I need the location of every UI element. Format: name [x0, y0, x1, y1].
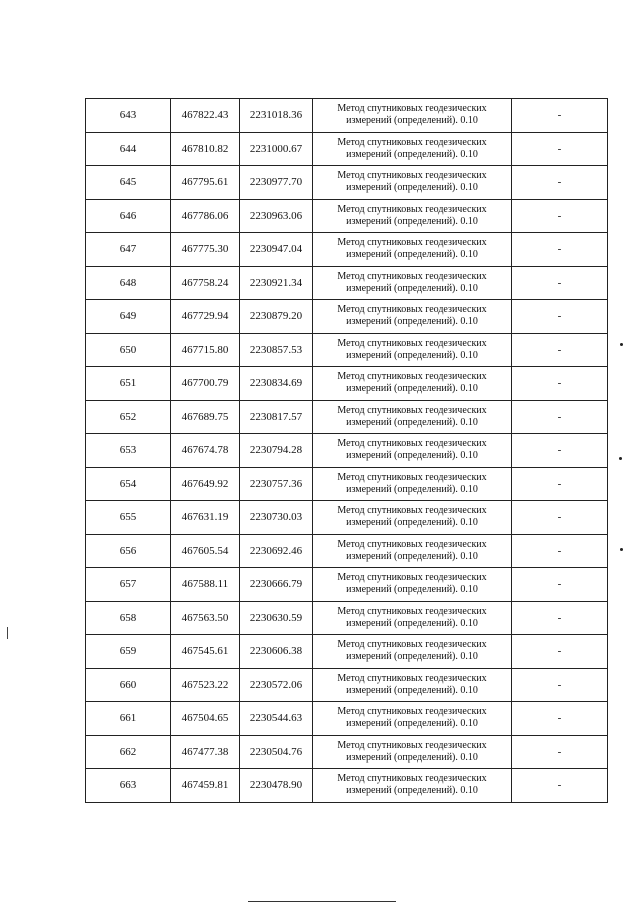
table-row [86, 132, 608, 166]
coordinates-table [85, 98, 608, 803]
point-number-cell: 661 [86, 702, 171, 736]
x-coordinate-cell: 467504.65 [171, 702, 240, 736]
table-row [86, 266, 608, 300]
table-row [86, 501, 608, 535]
description-cell: - [512, 99, 608, 133]
y-coordinate-cell: 2230947.04 [240, 233, 313, 267]
table-row [86, 635, 608, 669]
scan-speck [620, 548, 623, 551]
method-cell [313, 534, 512, 568]
method-line-2: измерений (определений). 0.10 [346, 651, 478, 663]
y-coordinate-cell: 2230630.59 [240, 601, 313, 635]
table-row [86, 300, 608, 334]
method-cell [313, 601, 512, 635]
x-coordinate-cell: 467605.54 [171, 534, 240, 568]
description-cell: - [512, 568, 608, 602]
x-coordinate-cell: 467775.30 [171, 233, 240, 267]
method-cell [313, 99, 512, 133]
method-cell [313, 166, 512, 200]
table-row [86, 233, 608, 267]
y-coordinate-cell: 2230572.06 [240, 668, 313, 702]
description-cell: - [512, 702, 608, 736]
method-line-1: Метод спутниковых геодезических [337, 203, 487, 215]
description-cell: - [512, 333, 608, 367]
point-number-cell: 654 [86, 467, 171, 501]
x-coordinate-cell: 467822.43 [171, 99, 240, 133]
method-line-2: измерений (определений). 0.10 [346, 517, 478, 529]
point-number-cell: 656 [86, 534, 171, 568]
x-coordinate-cell: 467729.94 [171, 300, 240, 334]
y-coordinate-cell: 2230794.28 [240, 434, 313, 468]
method-cell [313, 233, 512, 267]
point-number-cell: 646 [86, 199, 171, 233]
x-coordinate-cell: 467588.11 [171, 568, 240, 602]
table-row [86, 99, 608, 133]
method-line-1: Метод спутниковых геодезических [337, 438, 487, 450]
point-number-cell: 647 [86, 233, 171, 267]
method-line-2: измерений (определений). 0.10 [346, 349, 478, 361]
method-cell [313, 702, 512, 736]
x-coordinate-cell: 467758.24 [171, 266, 240, 300]
method-line-2: измерений (определений). 0.10 [346, 785, 478, 797]
description-cell: - [512, 233, 608, 267]
y-coordinate-cell: 2230504.76 [240, 735, 313, 769]
method-line-2: измерений (определений). 0.10 [346, 148, 478, 160]
table-row [86, 367, 608, 401]
method-line-2: измерений (определений). 0.10 [346, 316, 478, 328]
description-cell: - [512, 367, 608, 401]
table-row [86, 735, 608, 769]
method-line-2: измерений (определений). 0.10 [346, 550, 478, 562]
point-number-cell: 662 [86, 735, 171, 769]
x-coordinate-cell: 467649.92 [171, 467, 240, 501]
method-cell [313, 367, 512, 401]
point-number-cell: 655 [86, 501, 171, 535]
y-coordinate-cell: 2231018.36 [240, 99, 313, 133]
coordinates-table-body [86, 99, 608, 803]
method-cell [313, 668, 512, 702]
point-number-cell: 648 [86, 266, 171, 300]
point-number-cell: 660 [86, 668, 171, 702]
method-cell [313, 266, 512, 300]
scan-speck [619, 457, 622, 460]
method-line-1: Метод спутниковых геодезических [337, 270, 487, 282]
description-cell: - [512, 735, 608, 769]
description-cell: - [512, 467, 608, 501]
point-number-cell: 643 [86, 99, 171, 133]
method-line-1: Метод спутниковых геодезических [337, 605, 487, 617]
method-line-2: измерений (определений). 0.10 [346, 718, 478, 730]
point-number-cell: 652 [86, 400, 171, 434]
y-coordinate-cell: 2230977.70 [240, 166, 313, 200]
method-cell [313, 333, 512, 367]
point-number-cell: 659 [86, 635, 171, 669]
method-line-2: измерений (определений). 0.10 [346, 684, 478, 696]
method-line-2: измерений (определений). 0.10 [346, 282, 478, 294]
x-coordinate-cell: 467700.79 [171, 367, 240, 401]
x-coordinate-cell: 467674.78 [171, 434, 240, 468]
method-cell [313, 735, 512, 769]
y-coordinate-cell: 2230606.38 [240, 635, 313, 669]
table-row [86, 769, 608, 803]
method-line-1: Метод спутниковых геодезических [337, 739, 487, 751]
description-cell: - [512, 132, 608, 166]
x-coordinate-cell: 467689.75 [171, 400, 240, 434]
method-cell [313, 434, 512, 468]
table-row [86, 668, 608, 702]
point-number-cell: 650 [86, 333, 171, 367]
scan-mark [7, 627, 8, 639]
description-cell: - [512, 668, 608, 702]
method-line-2: измерений (определений). 0.10 [346, 115, 478, 127]
description-cell: - [512, 434, 608, 468]
x-coordinate-cell: 467545.61 [171, 635, 240, 669]
point-number-cell: 645 [86, 166, 171, 200]
method-line-1: Метод спутниковых геодезических [337, 304, 487, 316]
method-line-2: измерений (определений). 0.10 [346, 249, 478, 261]
method-cell [313, 467, 512, 501]
method-line-1: Метод спутниковых геодезических [337, 505, 487, 517]
method-line-2: измерений (определений). 0.10 [346, 450, 478, 462]
description-cell: - [512, 769, 608, 803]
method-line-2: измерений (определений). 0.10 [346, 215, 478, 227]
y-coordinate-cell: 2230857.53 [240, 333, 313, 367]
point-number-cell: 657 [86, 568, 171, 602]
method-line-1: Метод спутниковых геодезических [337, 404, 487, 416]
method-line-1: Метод спутниковых геодезических [337, 237, 487, 249]
method-line-1: Метод спутниковых геодезических [337, 371, 487, 383]
point-number-cell: 649 [86, 300, 171, 334]
method-line-2: измерений (определений). 0.10 [346, 383, 478, 395]
method-line-2: измерений (определений). 0.10 [346, 483, 478, 495]
method-cell [313, 199, 512, 233]
method-line-2: измерений (определений). 0.10 [346, 182, 478, 194]
description-cell: - [512, 534, 608, 568]
table-row [86, 568, 608, 602]
table-row [86, 467, 608, 501]
method-line-1: Метод спутниковых геодезических [337, 706, 487, 718]
point-number-cell: 653 [86, 434, 171, 468]
method-line-1: Метод спутниковых геодезических [337, 773, 487, 785]
method-line-1: Метод спутниковых геодезических [337, 471, 487, 483]
table-row [86, 534, 608, 568]
y-coordinate-cell: 2230963.06 [240, 199, 313, 233]
description-cell: - [512, 266, 608, 300]
y-coordinate-cell: 2230478.90 [240, 769, 313, 803]
point-number-cell: 663 [86, 769, 171, 803]
method-cell [313, 132, 512, 166]
y-coordinate-cell: 2230692.46 [240, 534, 313, 568]
x-coordinate-cell: 467631.19 [171, 501, 240, 535]
y-coordinate-cell: 2230834.69 [240, 367, 313, 401]
point-number-cell: 651 [86, 367, 171, 401]
y-coordinate-cell: 2230879.20 [240, 300, 313, 334]
x-coordinate-cell: 467477.38 [171, 735, 240, 769]
x-coordinate-cell: 467523.22 [171, 668, 240, 702]
point-number-cell: 644 [86, 132, 171, 166]
y-coordinate-cell: 2230730.03 [240, 501, 313, 535]
description-cell: - [512, 501, 608, 535]
method-line-1: Метод спутниковых геодезических [337, 639, 487, 651]
description-cell: - [512, 601, 608, 635]
x-coordinate-cell: 467563.50 [171, 601, 240, 635]
description-cell: - [512, 166, 608, 200]
method-line-1: Метод спутниковых геодезических [337, 538, 487, 550]
description-cell: - [512, 635, 608, 669]
y-coordinate-cell: 2231000.67 [240, 132, 313, 166]
method-cell [313, 501, 512, 535]
method-line-2: измерений (определений). 0.10 [346, 617, 478, 629]
point-number-cell: 658 [86, 601, 171, 635]
table-row [86, 400, 608, 434]
table-row [86, 166, 608, 200]
table-row [86, 702, 608, 736]
footer-rule [248, 901, 396, 902]
y-coordinate-cell: 2230921.34 [240, 266, 313, 300]
method-cell [313, 635, 512, 669]
x-coordinate-cell: 467795.61 [171, 166, 240, 200]
method-line-2: измерений (определений). 0.10 [346, 416, 478, 428]
x-coordinate-cell: 467715.80 [171, 333, 240, 367]
method-line-1: Метод спутниковых геодезических [337, 672, 487, 684]
y-coordinate-cell: 2230666.79 [240, 568, 313, 602]
x-coordinate-cell: 467786.06 [171, 199, 240, 233]
method-line-1: Метод спутниковых геодезических [337, 337, 487, 349]
method-line-1: Метод спутниковых геодезических [337, 572, 487, 584]
scan-speck [620, 343, 623, 346]
method-line-2: измерений (определений). 0.10 [346, 584, 478, 596]
x-coordinate-cell: 467459.81 [171, 769, 240, 803]
description-cell: - [512, 199, 608, 233]
y-coordinate-cell: 2230757.36 [240, 467, 313, 501]
method-line-1: Метод спутниковых геодезических [337, 170, 487, 182]
table-row [86, 434, 608, 468]
method-line-2: измерений (определений). 0.10 [346, 751, 478, 763]
method-line-1: Метод спутниковых геодезических [337, 103, 487, 115]
method-cell [313, 769, 512, 803]
table-row [86, 333, 608, 367]
description-cell: - [512, 400, 608, 434]
method-cell [313, 568, 512, 602]
table-row [86, 199, 608, 233]
method-line-1: Метод спутниковых геодезических [337, 136, 487, 148]
table-row [86, 601, 608, 635]
method-cell [313, 300, 512, 334]
x-coordinate-cell: 467810.82 [171, 132, 240, 166]
method-cell [313, 400, 512, 434]
y-coordinate-cell: 2230544.63 [240, 702, 313, 736]
description-cell: - [512, 300, 608, 334]
y-coordinate-cell: 2230817.57 [240, 400, 313, 434]
